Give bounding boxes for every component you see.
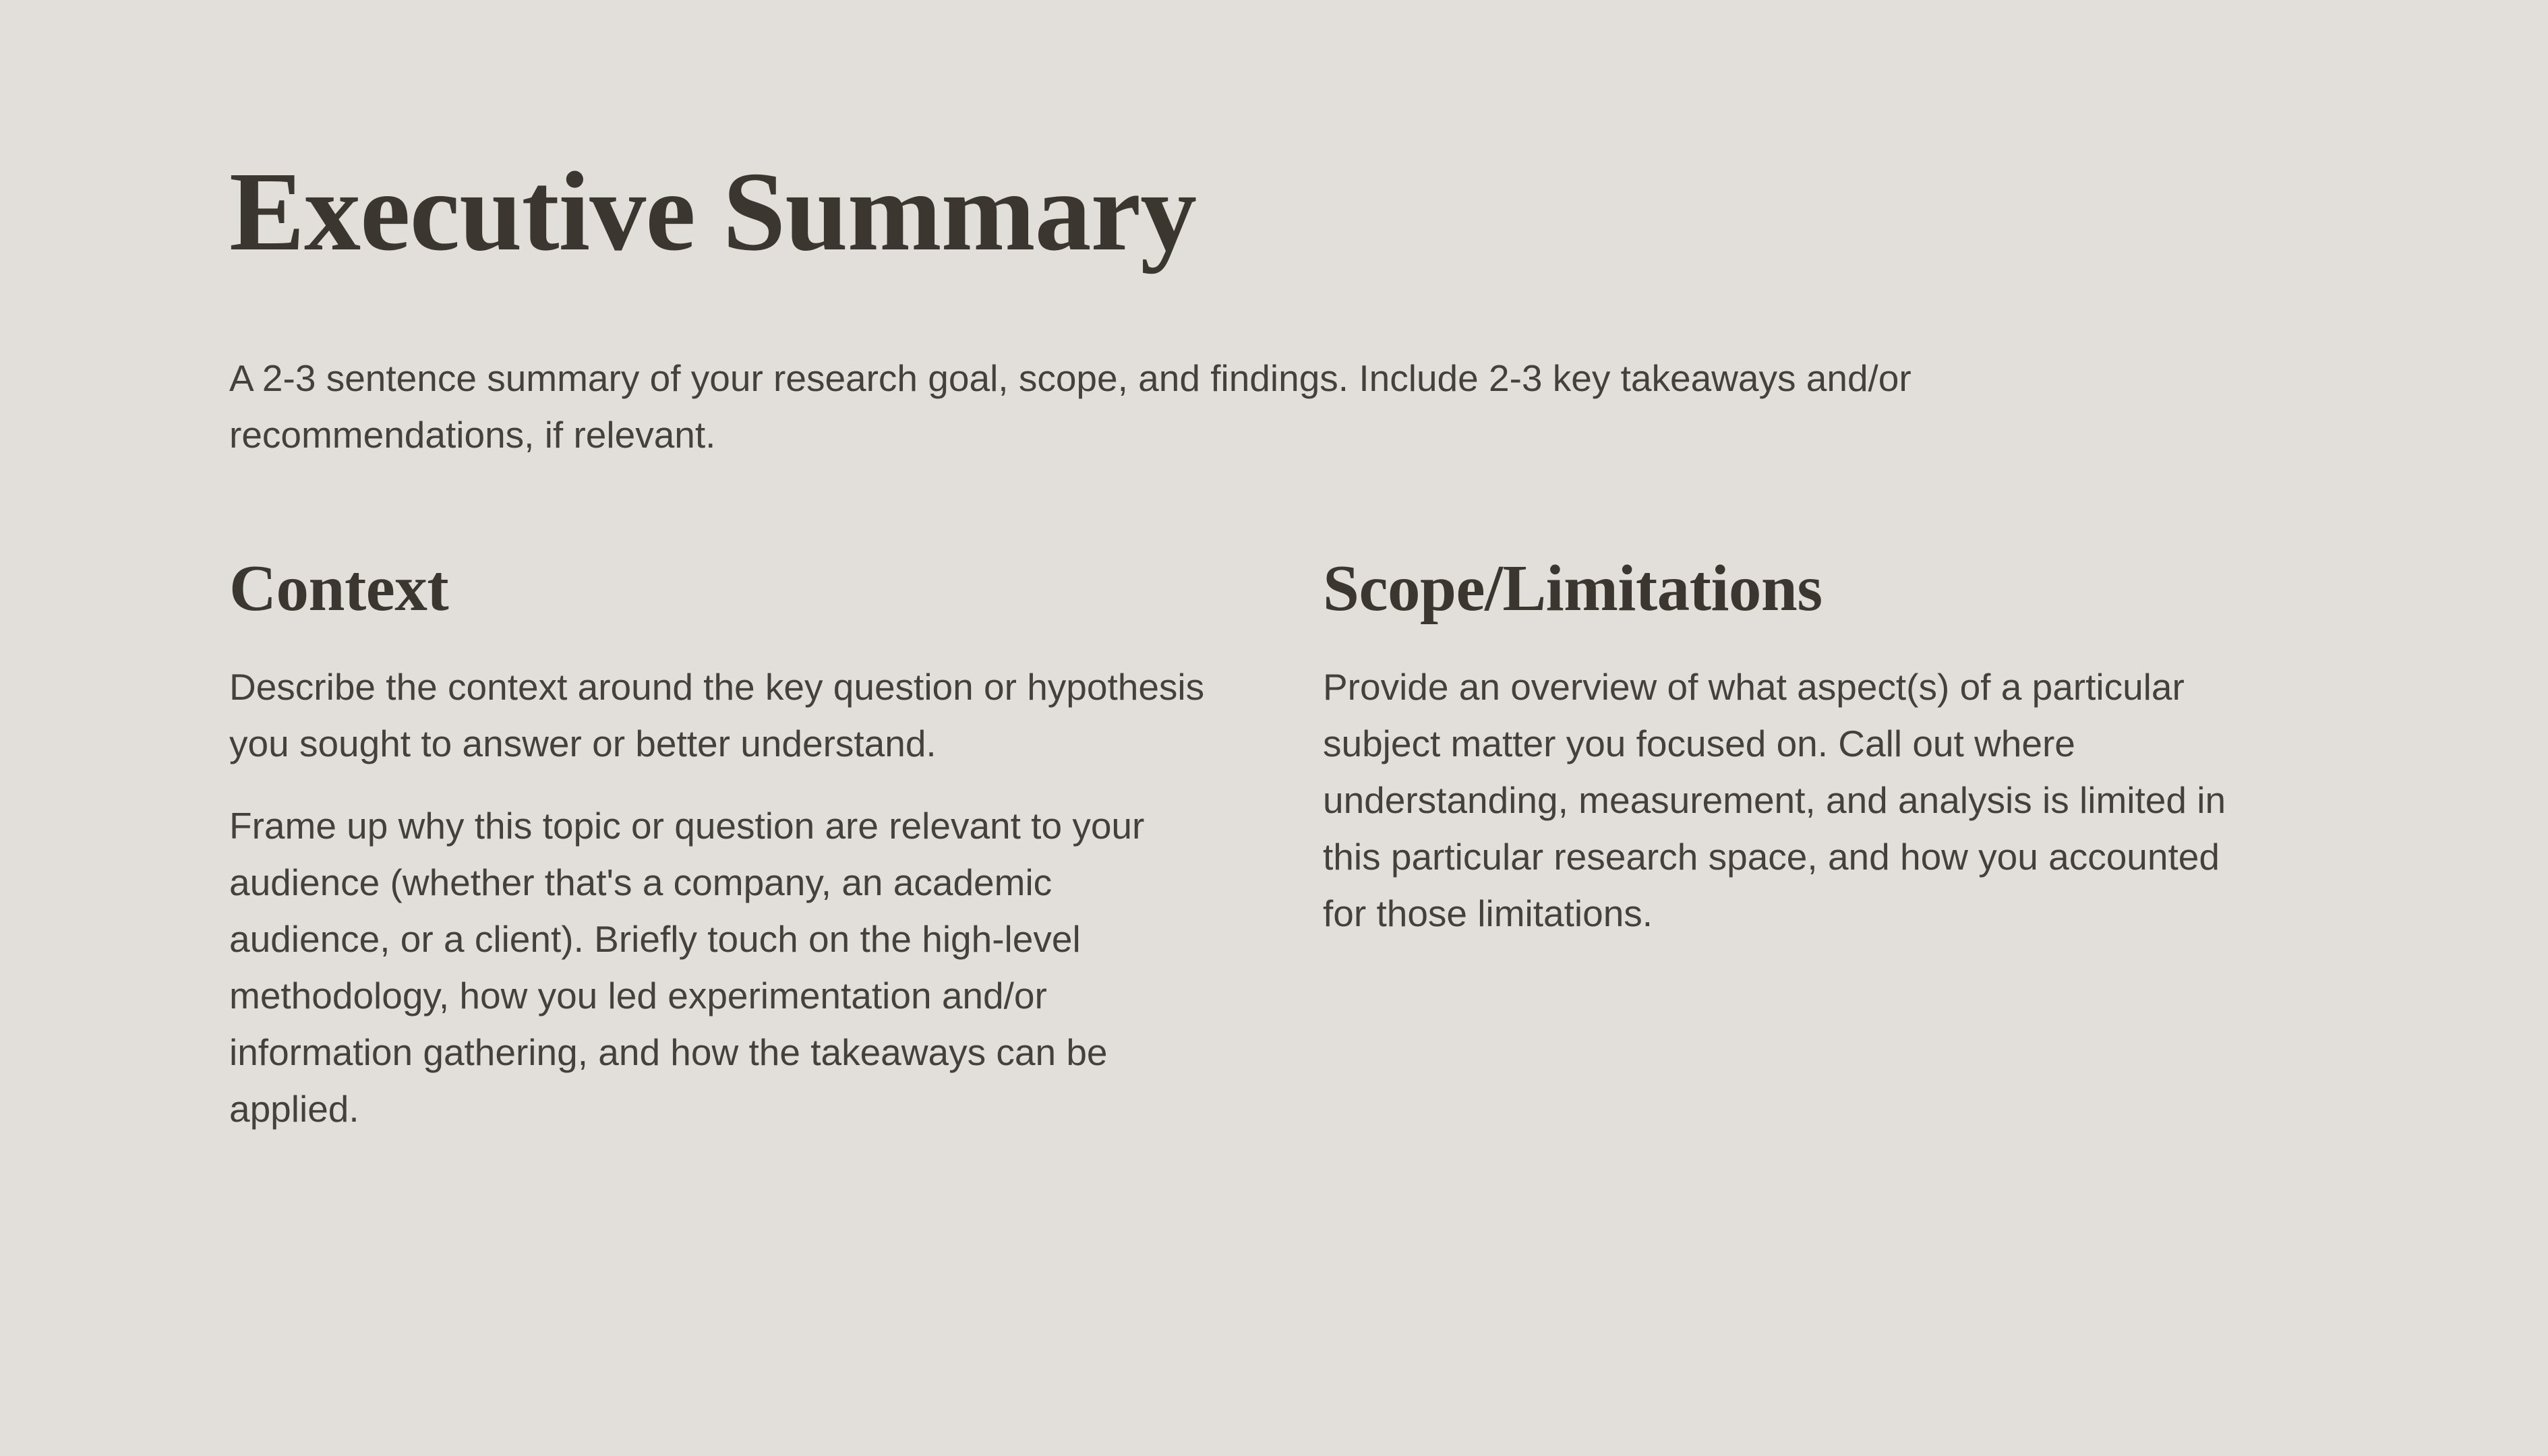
two-column-layout [229, 549, 2319, 1137]
scope-limitations-paragraph-1: Provide an overview of what aspect(s) of a particular subject matter you focused on. Call out where understanding, measurement, and analysis is limited in this particular research space, and how you accounted for those limitations. [1323, 666, 2226, 935]
context-paragraph-2: Frame up why this topic or question are relevant to your audience (whether that's a company, an academic audience, or a client). Briefly touch on the high-level methodology, how you led experimentation and/or information gathering, and how the takeaways can be applied. [229, 805, 1145, 1130]
context-section [229, 549, 1225, 1137]
page-title: Executive Summary [229, 149, 1197, 274]
scope-limitations-heading: Scope/Limitations [1323, 551, 1823, 624]
context-heading: Context [229, 551, 449, 624]
scope-limitations-section [1323, 549, 2319, 1137]
slide-intro-text: A 2-3 sentence summary of your research goal, scope, and findings. Include 2-3 key takeaways and/or recommendations, if relevant. [229, 357, 1912, 456]
context-paragraph-1: Describe the context around the key question or hypothesis you sought to answer or better understand. [229, 666, 1205, 765]
